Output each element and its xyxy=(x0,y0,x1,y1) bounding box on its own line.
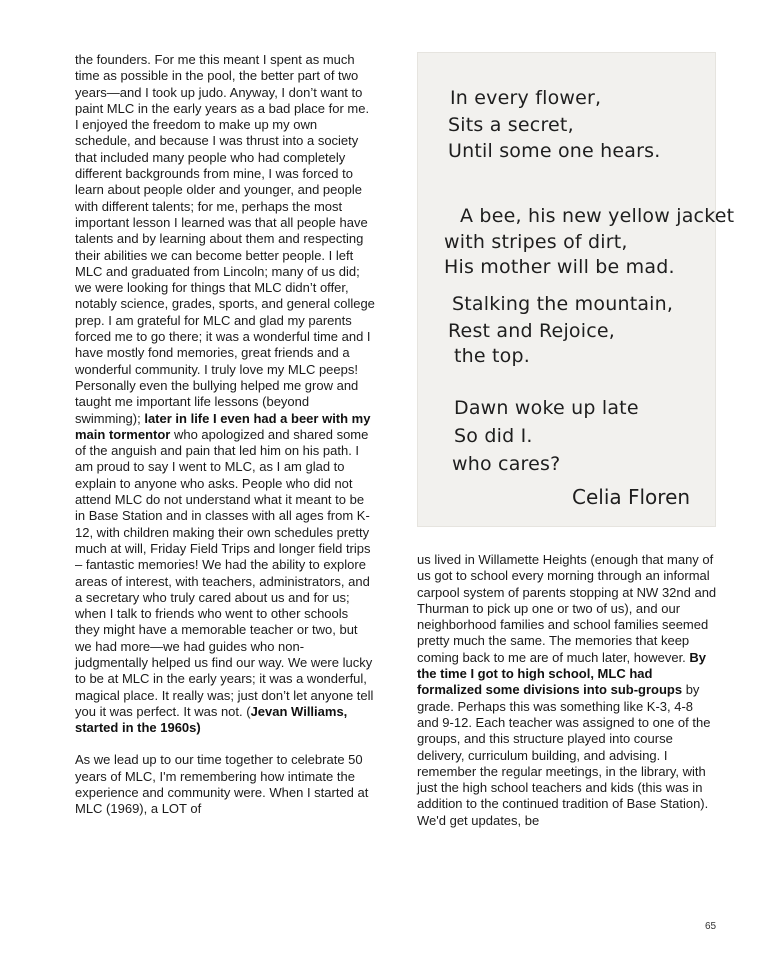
right-text-column xyxy=(417,552,717,829)
poem-line: with stripes of dirt, xyxy=(444,231,628,253)
paragraph-willamette: us lived in Willamette Heights (enough that many of us got to school every morning through an informal carpool system of parents stopping at NW 32nd and Thurman to pick up one or two of us), and our neighborhood families and school families seemed pretty much the same. The memories that keep coming back to me are of much later, however. By the time I got to high school, MLC had formalized some divisions into sub-groups by grade. Perhaps this was something like K-3, 4-8 and 9-12. Each teacher was assigned to one of the groups, and this structure played into course delivery, curriculum building, and advising. I remember the regular meetings, in the library, with just the high school teachers and kids (this was in addition to the continued tradition of Base Station). We'd get updates, be xyxy=(417,552,717,828)
bold-highlight-subgroups: By the time I got to high school, MLC had formalized some divisions into sub-groups xyxy=(417,649,707,698)
page-number: 65 xyxy=(705,921,717,932)
poem-line: Dawn woke up late xyxy=(454,397,639,419)
poem-line: the top. xyxy=(454,345,530,367)
poem-line: In every flower, xyxy=(450,87,602,109)
poem-line: So did I. xyxy=(454,425,533,447)
attribution-jevan: Jevan Williams, started in the 1960s) xyxy=(75,703,348,736)
left-text-column xyxy=(75,52,375,818)
poem-line: Rest and Rejoice, xyxy=(448,320,616,342)
paragraph-intro-50-years: As we lead up to our time together to celebrate 50 years of MLC, I'm remembering how intimate the experience and community were. When I started at MLC (1969), a LOT of xyxy=(75,752,369,817)
poem-line: A bee, his new yellow jacket xyxy=(460,205,735,227)
poem-line: His mother will be mad. xyxy=(444,256,675,278)
poem-line: Until some one hears. xyxy=(448,140,661,162)
poem-line: who cares? xyxy=(452,453,561,475)
handwritten-poem-image xyxy=(417,52,735,527)
paragraph-jevan: the founders. For me this meant I spent as much time as possible in the pool, the better part of two years—and I took up judo. Anyway, I don’t want to paint MLC in the early years as a bad place for me. I enjoyed the freedom to make up my own schedule, and because I was thrust into a society that included many people who had completely different backgrounds from mine, I was forced to learn about people older and younger, and people with different talents; for me, perhaps the most important lesson I learned was that all people have talents and by learning about them and respecting their abilities we can become better people. I left MLC and graduated from Lincoln; many of us did; we were looking for things that MLC didn’t offer, notably science, grades, sports, and general college prep. I am grateful for MLC and glad my parents forced me to go there; it was a wonderful time and I have mostly fond memories, great friends and a wonderful community. I truly love my MLC peeps! Personally even the bullying helped me grow and taught me important life lessons (beyond swimming); later in life I even had a beer with my main tormentor who apologized and shared some of the anguish and pain that led him on his path. I am proud to say I went to MLC, as I am glad to explain to anyone who asks. People who did not attend MLC do not understand what it meant to be in Base Station and in classes with all ages from K-12, with children making their own schedules pretty much at will, Friday Field Trips and longer field trips – fantastic memories! We had the ability to explore areas of interest, with teachers, administrators, and a secretary who truly cared about us and for us; when I talk to friends who went to other schools they might have a memorable teacher or two, but we had more—we had guides who non-judgmentally helped us find our way. We were lucky to be at MLC in the early years; it was a wonderful, magical place. It really was; just don’t let anyone tell you it was perfect. It was not. (Jevan Williams, started in the 1960s) xyxy=(75,52,375,736)
poem-line: Sits a secret, xyxy=(448,114,574,136)
bold-highlight-tormentor: later in life I even had a beer with my main tormentor xyxy=(75,410,371,442)
poem-line: Stalking the mountain, xyxy=(452,293,674,315)
poem-signature: Celia Floren xyxy=(572,485,691,509)
